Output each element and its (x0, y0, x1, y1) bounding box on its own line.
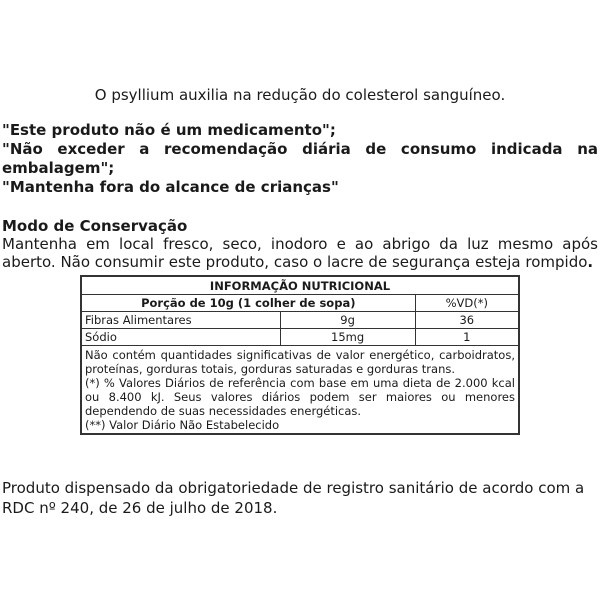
warning-dosage: "Não exceder a recomendação diária de consumo indicada na embalagem"; (2, 140, 598, 177)
nutrient-amount: 15mg (280, 329, 415, 346)
table-row (82, 312, 519, 329)
conservation-end-mark: . (587, 253, 594, 271)
vd-header: %VD(*) (415, 295, 518, 312)
nutrition-notes (82, 346, 519, 434)
intro-text: O psyllium auxilia na redução do colesterol sanguíneo. (94, 86, 506, 104)
table-row (82, 329, 519, 346)
warning-children: "Mantenha fora do alcance de crianças" (2, 178, 339, 196)
nutrient-vd: 36 (415, 312, 518, 329)
nutrient-amount: 9g (280, 312, 415, 329)
nutrition-title: INFORMAÇÃO NUTRICIONAL (82, 277, 519, 295)
note-daily-values: (*) % Valores Diários de referência com base em uma dieta de 2.000 kcal ou 8.400 kJ. Seus valores diários podem ser maiores ou menores dependendo de suas necessidades energéticas. (85, 376, 515, 418)
registration-note: Produto dispensado da obrigatoriedade de registro sanitário de acordo com a RDC nº 240, de 26 de julho de 2018. (2, 479, 585, 517)
note-not-established: (**) Valor Diário Não Estabelecido (85, 418, 280, 432)
nutrient-vd: 1 (415, 329, 518, 346)
note-insignificant: Não contém quantidades significativas de valor energético, carboidratos, proteínas, gorduras totais, gorduras saturadas e gorduras trans. (85, 348, 515, 376)
conservation-heading: Modo de Conservação (2, 217, 188, 235)
footer-text-block (2, 478, 598, 518)
warnings-block (2, 121, 598, 197)
nutrition-table (80, 275, 520, 435)
conservation-body: Mantenha em local fresco, seco, inodoro e ao abrigo da luz mesmo após aberto. Não consumir este produto, caso o lacre de segurança esteja rompido (2, 235, 598, 271)
portion-label: Porção de 10g (1 colher de sopa) (82, 295, 416, 312)
nutrient-name: Fibras Alimentares (82, 312, 281, 329)
conservation-section (2, 217, 598, 271)
nutrient-name: Sódio (82, 329, 281, 346)
warning-not-medicine: "Este produto não é um medicamento"; (2, 121, 336, 139)
conservation-text (2, 235, 598, 271)
